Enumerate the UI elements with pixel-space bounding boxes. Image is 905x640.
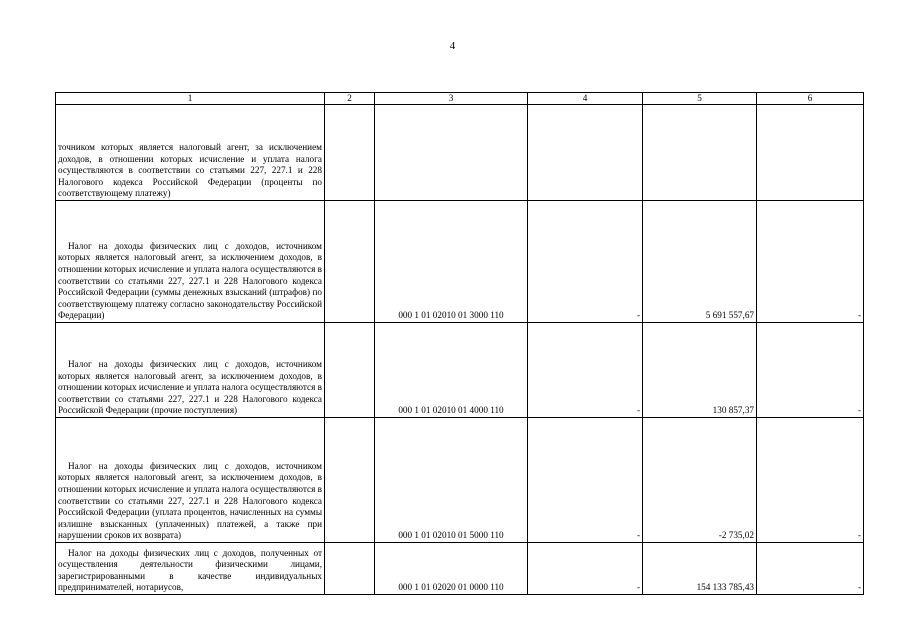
table-row bbox=[56, 323, 864, 418]
column-number-row bbox=[56, 93, 864, 105]
row-col5-cell: -2 735,02 bbox=[643, 418, 757, 543]
table-row bbox=[56, 543, 864, 595]
row-col4-cell: - bbox=[528, 543, 643, 595]
column-header-5: 5 bbox=[643, 93, 757, 105]
row-name-cell bbox=[56, 543, 325, 595]
row-col5-cell: 154 133 785,43 bbox=[643, 543, 757, 595]
row-col4-cell: - bbox=[528, 323, 643, 418]
row-col4-cell bbox=[528, 105, 643, 201]
page-number: 4 bbox=[449, 40, 456, 52]
table-row bbox=[56, 201, 864, 323]
row-col2-cell bbox=[325, 323, 375, 418]
row-name-cell bbox=[56, 418, 325, 543]
row-col6-cell bbox=[757, 105, 864, 201]
row-code-cell: 000 1 01 02010 01 5000 110 bbox=[375, 418, 528, 543]
row-col6-cell: - bbox=[757, 418, 864, 543]
row-col6-cell: - bbox=[757, 201, 864, 323]
row-col5-cell bbox=[643, 105, 757, 201]
row-name-text: Налог на доходы физических лиц с доходов, источником которых является налоговый агент, за исключением доходов, в отношении которых исчисление и уплата налога осуществляются в соответствии со статьями 227, 227.1 и 228 Налогового кодекса Российской Федерации (прочие поступления) bbox=[58, 359, 322, 416]
row-col4-cell: - bbox=[528, 201, 643, 323]
row-code-cell: 000 1 01 02010 01 4000 110 bbox=[375, 323, 528, 418]
column-header-3: 3 bbox=[375, 93, 528, 105]
row-col2-cell bbox=[325, 543, 375, 595]
row-col6-cell: - bbox=[757, 323, 864, 418]
row-name-cell bbox=[56, 323, 325, 418]
row-name-text: Налог на доходы физических лиц с доходов, источником которых является налоговый агент, за исключением доходов, в отношении которых исчисление и уплата налога осуществляются в соответствии со статьями 227, 227.1 и 228 Налогового кодекса Российской Федерации (уплата процентов, начисленных на суммы излишне взысканных (уплаченных) платежей, а также при нарушении сроков их возврата) bbox=[58, 460, 322, 541]
row-name-text: Налог на доходы физических лиц с доходов, источником которых является налоговый агент, за исключением доходов, в отношении которых исчисление и уплата налога осуществляются в соответствии со статьями 227, 227.1 и 228 Налогового кодекса Российской Федерации (суммы денежных взысканий (штрафов) по соответствующему платежу согласно законодательству Российской Федерации) bbox=[58, 240, 322, 321]
row-col2-cell bbox=[325, 105, 375, 201]
row-code-cell: 000 1 01 02010 01 3000 110 bbox=[375, 201, 528, 323]
row-col2-cell bbox=[325, 201, 375, 323]
row-code-cell bbox=[375, 105, 528, 201]
column-header-2: 2 bbox=[325, 93, 375, 105]
row-col5-cell: 130 857,37 bbox=[643, 323, 757, 418]
row-name-cell bbox=[56, 201, 325, 323]
row-col2-cell bbox=[325, 418, 375, 543]
row-col4-cell: - bbox=[528, 418, 643, 543]
table-row bbox=[56, 418, 864, 543]
table-row bbox=[56, 105, 864, 201]
column-header-6: 6 bbox=[757, 93, 864, 105]
row-name-cell: точником которых является налоговый агент, за исключением доходов, в отношении которых исчисление и уплата налога осуществляются в соответствии со статьями 227, 227.1 и 228 Налогового кодекса Российской Федерации (проценты по соответствующему платежу) bbox=[56, 105, 325, 201]
column-header-1: 1 bbox=[56, 93, 325, 105]
row-col6-cell: - bbox=[757, 543, 864, 595]
row-code-cell: 000 1 01 02020 01 0000 110 bbox=[375, 543, 528, 595]
row-name-text: Налог на доходы физических лиц с доходов, полученных от осуществления деятельности физическими лицами, зарегистрированными в качестве индивидуальных предпринимателей, нотариусов, bbox=[58, 547, 322, 593]
budget-revenue-table bbox=[55, 92, 864, 595]
column-header-4: 4 bbox=[528, 93, 643, 105]
row-col5-cell: 5 691 557,67 bbox=[643, 201, 757, 323]
